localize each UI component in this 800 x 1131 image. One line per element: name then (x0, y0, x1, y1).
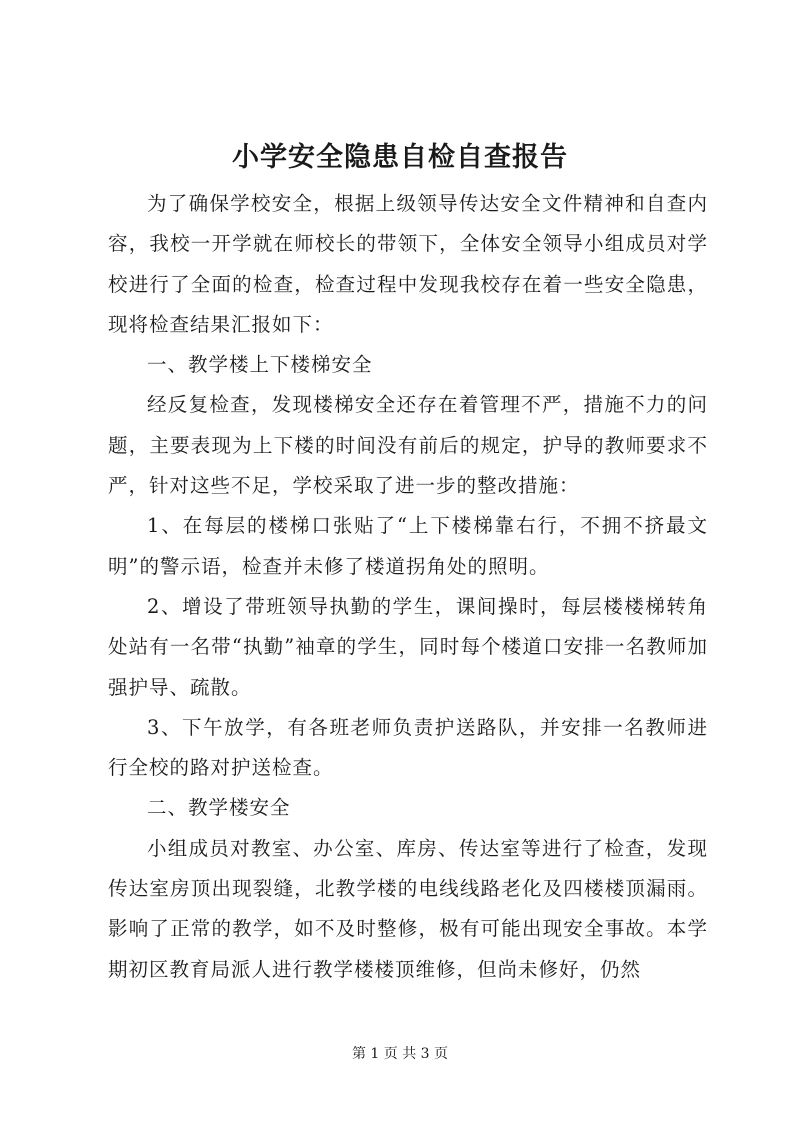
paragraph-measure-2: 2、增设了带班领导执勤的学生，课间操时，每层楼楼梯转角处站有一名带“执勤”袖章的学生，同时每个楼道口安排一名教师加强护导、疏散。 (108, 594, 708, 699)
paragraph-stairs-problem: 经反复检查，发现楼梯安全还存在着管理不严，措施不力的问题，主要表现为上下楼的时间没有前后的规定，护导的教师要求不严，针对这些不足，学校采取了进一步的整改措施： (108, 393, 708, 498)
document-title: 小学安全隐患自检自查报告 (232, 142, 568, 173)
paragraph-measure-1: 1、在每层的楼梯口张贴了“上下楼梯靠右行，不拥不挤最文明”的警示语，检查并未修了楼道拐角处的照明。 (108, 514, 708, 578)
paragraph-intro: 为了确保学校安全，根据上级领导传达安全文件精神和自查内容，我校一开学就在师校长的带领下，全体安全领导小组成员对学校进行了全面的检查，检查过程中发现我校存在着一些安全隐患，现将检查结果汇报如下： (108, 192, 708, 336)
page-footer: 第 1 页 共 3 页 (351, 1046, 449, 1062)
section-heading-building: 二、教学楼安全 (147, 796, 291, 820)
paragraph-building-inspection: 小组成员对教室、办公室、库房、传达室等进行了检查，发现传达室房顶出现裂缝，北教学楼的电线线路老化及四楼楼顶漏雨。影响了正常的教学，如不及时整修，极有可能出现安全事故。本学期初区教育局派人进行教学楼楼顶维修，但尚未修好，仍然 (108, 836, 708, 981)
document-body (108, 184, 708, 990)
paragraph-measure-3: 3、下午放学，有各班老师负责护送路队，并安排一名教师进行全校的路对护送检查。 (108, 715, 708, 780)
section-heading-stairs: 一、教学楼上下楼梯安全 (147, 353, 373, 377)
